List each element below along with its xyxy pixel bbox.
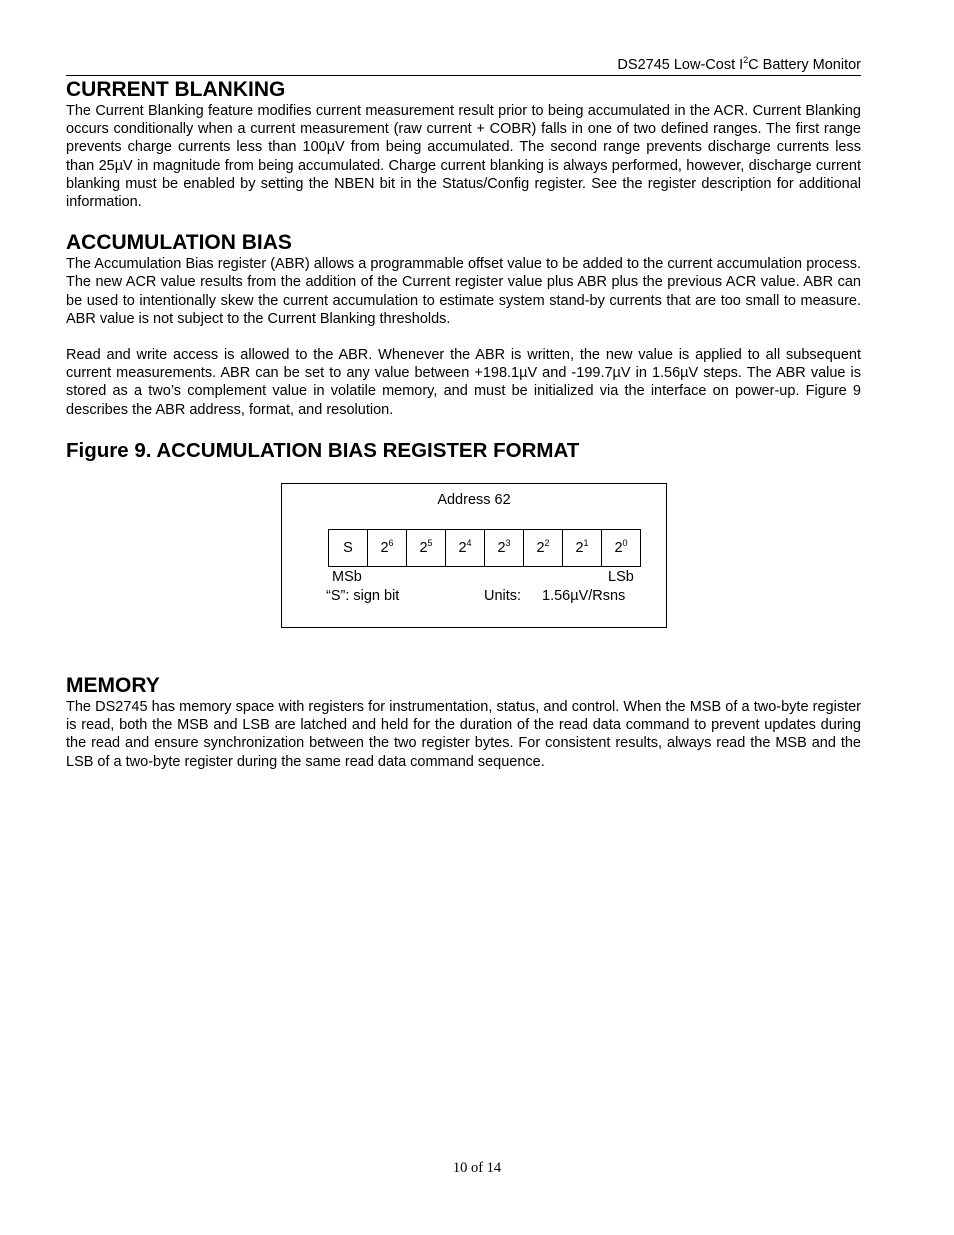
bit-exponent: 2 bbox=[544, 538, 550, 548]
bit-base: S bbox=[343, 540, 353, 556]
bit-base: 2 bbox=[419, 540, 428, 556]
current-blanking-body: The Current Blanking feature modifies current measurement result prior to being accumulated in the ACR. Current Blanking occurs conditionally when a current measurement (raw current + COBR) falls in one of two defined ranges. The first range prevents charge currents less than 100µV from being accumulated. The second range prevents discharge currents less than 25µV in magnitude from being accumulated. Charge current blanking is always performed, however, discharge current blanking must be enabled by setting the NBEN bit in the Status/Config register. See the register description for additional information. bbox=[66, 103, 861, 211]
register-bit-cell bbox=[485, 530, 524, 567]
bit-base: 2 bbox=[575, 540, 584, 556]
figure-9-title: Figure 9. ACCUMULATION BIAS REGISTER FORMAT bbox=[66, 438, 580, 462]
current-blanking-heading: CURRENT BLANKING bbox=[66, 78, 286, 101]
accumulation-bias-body-1: The Accumulation Bias register (ABR) allows a programmable offset value to be added to the current accumulation process. The new ACR value results from the addition of the Current register value plus ABR plus the previous ACR value. ABR can be used to intentionally skew the current accumulation to estimate system stand-by currents that are too small to measure. ABR value is not subject to the Current Blanking thresholds. bbox=[66, 256, 861, 327]
accumulation-bias-heading: ACCUMULATION BIAS bbox=[66, 231, 292, 255]
memory-section bbox=[66, 674, 861, 771]
msb-label: MSb bbox=[332, 569, 362, 585]
sign-bit-note: “S”: sign bit bbox=[326, 588, 400, 604]
header-title-pre: DS2745 Low-Cost I bbox=[617, 57, 744, 73]
memory-heading: MEMORY bbox=[66, 674, 160, 697]
register-bit-cell bbox=[329, 530, 368, 567]
header-title-post: C Battery Monitor bbox=[748, 57, 861, 73]
register-address: Address 62 bbox=[437, 492, 511, 508]
figure-9-box bbox=[281, 483, 667, 628]
bit-base: 2 bbox=[380, 540, 389, 556]
bit-exponent: 4 bbox=[466, 538, 472, 548]
register-bit-cell bbox=[602, 530, 641, 567]
memory-body: The DS2745 has memory space with registers for instrumentation, status, and control. When the MSB of a two-byte register is read, both the MSB and LSB are latched and held for the duration of the read data command to prevent updates during the read and ensure synchronization between the two register bytes. For consistent results, always read the MSB and the LSB of a two-byte register during the same read data command sequence. bbox=[66, 699, 861, 770]
units-label: Units: bbox=[484, 588, 522, 604]
register-bit-cell bbox=[563, 530, 602, 567]
bit-base: 2 bbox=[536, 540, 545, 556]
register-bit-row bbox=[329, 530, 641, 567]
register-bit-cell bbox=[407, 530, 446, 567]
register-bit-cell bbox=[368, 530, 407, 567]
register-bit-table bbox=[328, 529, 641, 567]
header-title-sup: 2 bbox=[743, 55, 749, 65]
bit-base: 2 bbox=[614, 540, 623, 556]
bit-exponent: 5 bbox=[427, 538, 433, 548]
units-value: 1.56µV/Rsns bbox=[542, 588, 626, 604]
page-content bbox=[66, 78, 861, 463]
bit-base: 2 bbox=[458, 540, 467, 556]
lsb-label: LSb bbox=[608, 569, 634, 585]
bit-exponent: 1 bbox=[583, 538, 589, 548]
bit-base: 2 bbox=[497, 540, 506, 556]
accumulation-bias-body-2: Read and write access is allowed to the ABR. Whenever the ABR is written, the new value is applied to all subsequent current measurements. ABR can be set to any value between +198.1µV and -199.7µV in 1.56µV steps. The ABR value is stored as a two’s complement value in volatile memory, and must be initialized via the interface on power-up. Figure 9 describes the ABR address, format, and resolution. bbox=[66, 347, 861, 418]
register-bit-cell bbox=[446, 530, 485, 567]
bit-exponent: 3 bbox=[505, 538, 511, 548]
register-bit-cell bbox=[524, 530, 563, 567]
bit-exponent: 0 bbox=[622, 538, 628, 548]
bit-exponent: 6 bbox=[388, 538, 394, 548]
page-header bbox=[66, 55, 861, 76]
page-number: 10 of 14 bbox=[452, 1160, 502, 1176]
